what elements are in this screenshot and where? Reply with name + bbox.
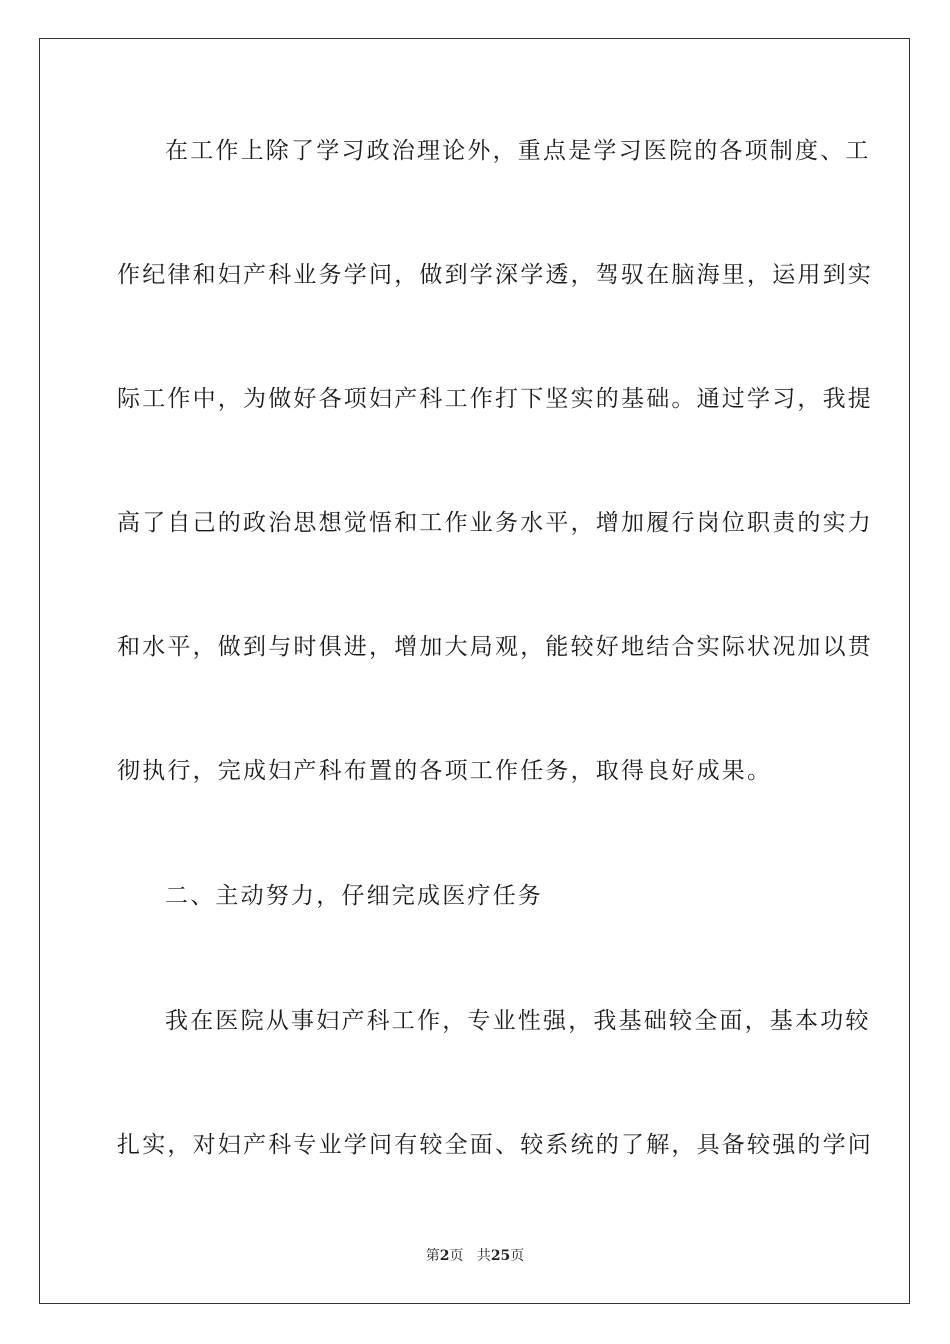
page-prefix: 第 xyxy=(425,1248,440,1264)
body-line-3: 际工作中，为做好各项妇产科工作打下坚实的基础。通过学习，我提 xyxy=(117,386,873,412)
page-border xyxy=(39,38,910,1304)
body-line-8: 我在医院从事妇产科工作，专业性强，我基础较全面，基本功较 xyxy=(165,1008,871,1034)
total-prefix: 共 xyxy=(476,1248,491,1264)
total-suffix: 页 xyxy=(510,1248,525,1264)
total-pages: 25 xyxy=(490,1248,511,1264)
body-line-5: 和水平，做到与时俱进，增加大局观，能较好地结合实际状况加以贯 xyxy=(117,634,873,660)
body-line-9: 扎实，对妇产科专业学问有较全面、较系统的了解，具备较强的学问 xyxy=(117,1132,873,1158)
page-suffix: 页 xyxy=(449,1248,464,1264)
page-footer xyxy=(0,1247,950,1265)
body-line-2: 作纪律和妇产科业务学问，做到学深学透，驾驭在脑海里，运用到实 xyxy=(117,262,873,288)
page-number: 2 xyxy=(439,1248,450,1264)
body-line-4: 高了自己的政治思想觉悟和工作业务水平，增加履行岗位职责的实力 xyxy=(117,510,873,536)
body-line-1: 在工作上除了学习政治理论外，重点是学习医院的各项制度、工 xyxy=(165,138,871,164)
section-heading: 二、主动努力，仔细完成医疗任务 xyxy=(165,883,543,909)
body-line-6: 彻执行，完成妇产科布置的各项工作任务，取得良好成果。 xyxy=(117,758,773,784)
